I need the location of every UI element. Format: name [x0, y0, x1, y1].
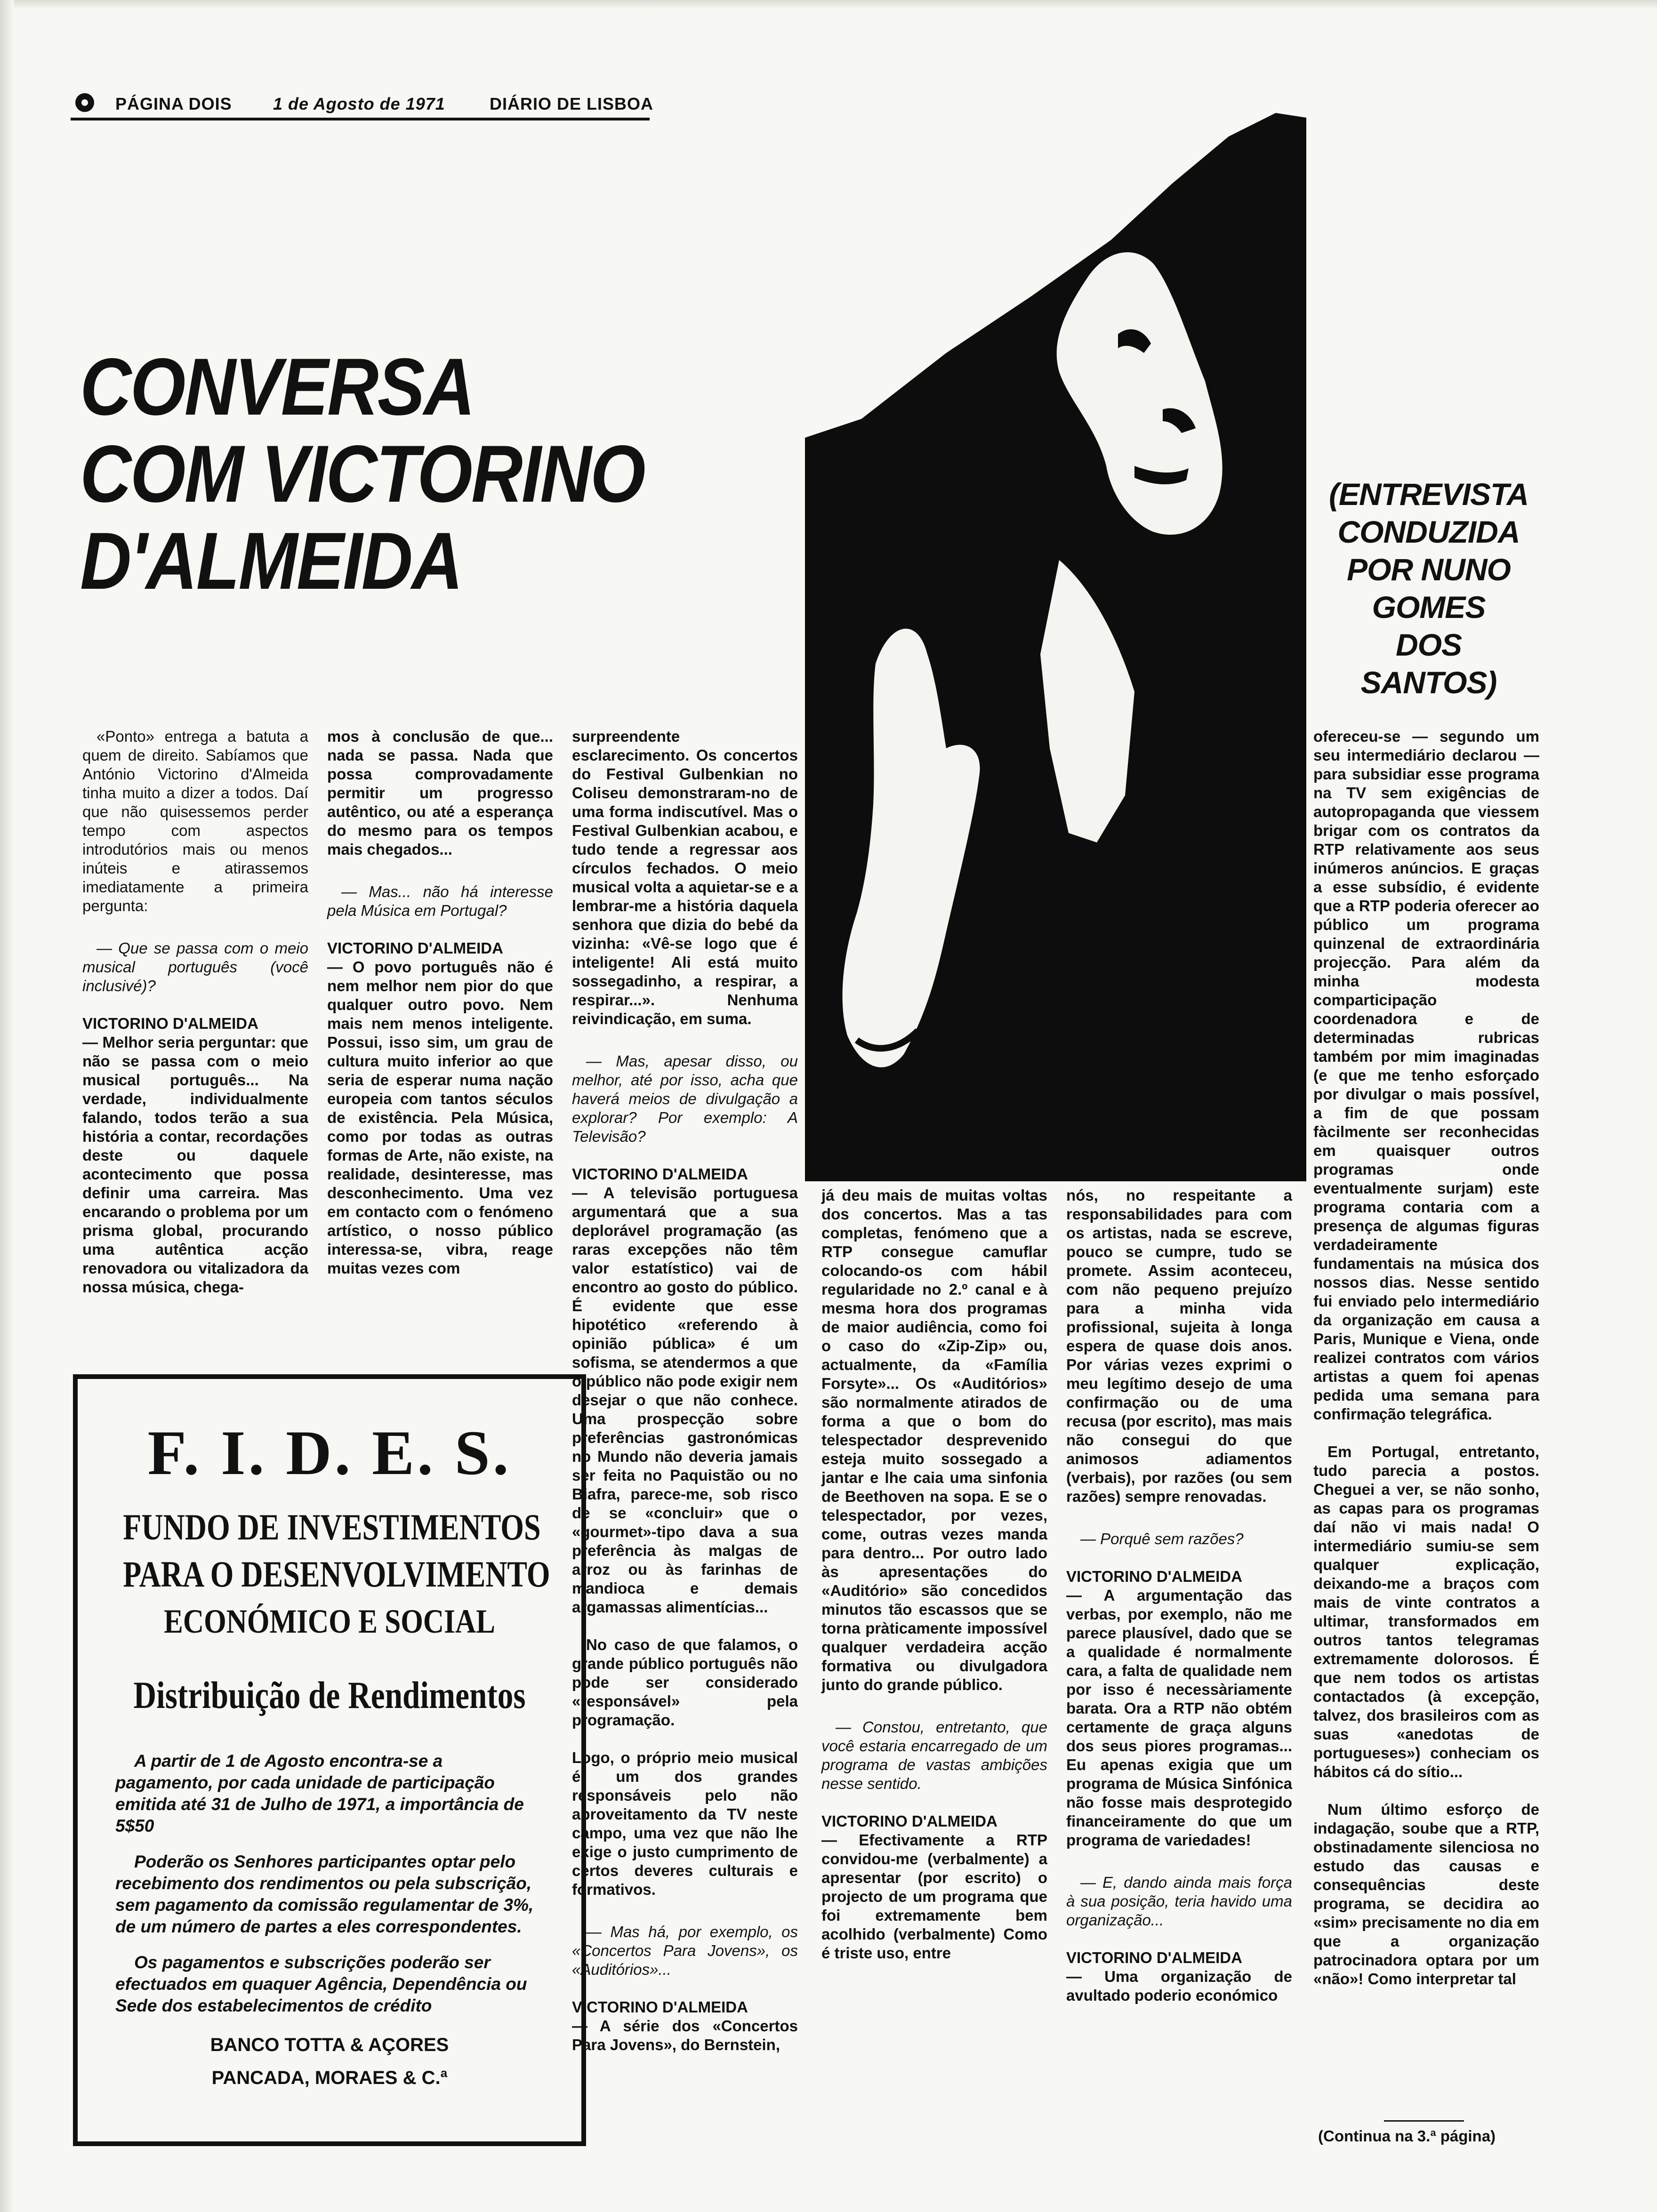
- answer-paragraph: No caso de que falamos, o grande público português não pode ser considerado «responsável» pela programação.: [572, 1636, 798, 1729]
- interview-answer: [821, 1812, 1047, 1963]
- ad-paragraph: Os pagamentos e subscrições poderão ser efectuados em quaquer Agência, Dependência ou Sede dos estabelecimentos de crédito: [115, 1953, 527, 2015]
- ad-subtitle: PARA O DESENVOLVIMENTO: [123, 1554, 550, 1595]
- speaker-name: VICTORINO D'ALMEIDA: [327, 939, 503, 957]
- answer-text: — Melhor seria perguntar: que não se passa com o meio musical português... Na verdade, individualmente falando, todos terão a sua história a contar, recordações deste ou daquele acontecimento que possa definir uma carreira. Mas encarando o problema por um prisma global, procurando uma autêntica acção renovadora ou vitalizadora da nossa música, chega-: [82, 1034, 308, 1296]
- continuation-note: (Continua na 3.ª página): [1318, 2127, 1496, 2145]
- ad-body: [78, 1750, 581, 2017]
- intro-paragraph: «Ponto» entrega a batuta a quem de direito. Sabíamos que António Victorino d'Almeida tinha muito a dizer a todos. Daí que não quisessemos perder tempo com aspectos introdutórios mais ou menos inúteis e atirassemos imediatamente a primeira pergunta:: [82, 728, 308, 914]
- page-edge-top: [0, 0, 1657, 9]
- newspaper-name: DIÁRIO DE LISBOA: [490, 94, 654, 113]
- headline: [80, 344, 668, 605]
- answer-paragraph: Em Portugal, entretanto, tudo parecia a postos. Cheguei a ver, se não sonho, as capas para os programas daí não vi mais nada! O intermediário sumiu-se sem qualquer explicação, deixando-me a braços com mais de vinte contratos a ultimar, transformados em outros tantos telegramas extremamente dolorosos. É que nem todos os artistas contactados (à excepção, talvez, dos brasileiros com as suas «anedotas de portugueses») conheciam os hábitos cá do sítio...: [1313, 1443, 1539, 1780]
- fides-advertisement: [73, 1374, 586, 2146]
- byline-line: (ENTREVISTA: [1328, 477, 1529, 512]
- interview-question: — Mas... não há interesse pela Música em Portugal?: [327, 883, 553, 919]
- ad-subject: Distribuição de Rendimentos: [133, 1674, 526, 1716]
- interview-answer: [82, 1014, 308, 1297]
- byline-line: DOS SANTOS): [1360, 627, 1497, 700]
- issue-date: 1 de Agosto de 1971: [273, 94, 445, 113]
- continued-text: nós, no respeitante a responsabilidades para com os artistas, nada se escreve, pouco se cumpre, tudo se promete. Assim aconteceu, com não pequeno prejuízo para a minha vida profissional, sujeita à longa espera de quase dois anos. Por várias vezes exprimi o meu legítimo desejo de uma confirmação ou de uma recusa (por escrito), mas mais não consegui do que animosos adiamentos (verbais), por razões (ou sem razões) sempre renovadas.: [1066, 1186, 1292, 1505]
- answer-text: — A televisão portuguesa argumentará que a sua deplorável programação (as raras excepções não têm valor estatístico) vai de encontro ao gosto do público. É evidente que esse hipotético «referendo à opinião pública» é um sofisma, se atendermos a que o público não pode exigir nem desejar o que não conhece. Uma prospecção sobre preferências gastronómicas no Mundo não deveria jamais ser feita no Paquistão ou no Biafra, parece-me, sob risco de se «concluir» que o «gourmet»-tipo dava a sua preferência às malgas de arroz ou às farinhas de mandioca e demais argamassas alimentícias...: [572, 1184, 798, 1616]
- interview-question: — Que se passa com o meio musical português (você inclusivé)?: [82, 939, 308, 994]
- continued-text: mos à conclusão de que... nada se passa. Nada que possa comprovadamente permitir um progresso autêntico, ou até a esperança do mesmo para os tempos mais chegados...: [327, 728, 553, 858]
- continued-text: já deu mais de muitas voltas dos concertos. Mas a tas completas, fenómeno que a RTP consegue camuflar colocando-os com hábil regularidade no 2.º canal e à mesma hora dos programas de maior audiência, como foi o caso do «Zip-Zip» ou, actualmente, da «Família Forsyte»... Os «Auditórios» são normalmente atirados de forma a que o bom do telespectador desprevenido esteja muito sossegado a jantar e lhe caia uma sinfonia de Beethoven na sopa. E se o telespectador, por vezes, come, outras vezes manda para dentro... Por outro lado às apresentações do «Auditório» são concedidos minutos tão escassos que se torna pràticamente impossível qualquer verdadeira acção formativa ou divulgadora junto do grande público.: [821, 1186, 1047, 1693]
- article-column-5: [1066, 1186, 1292, 2024]
- continued-text: ofereceu-se — segundo um seu intermediário declarou — para subsidiar esse programa na TV sem exigências de autopropaganda que viessem brigar com os contratos da RTP relativamente aos seus inúmeros anúncios. E graças a esse subsídio, é evidente que a RTP poderia oferecer ao público um programa quinzenal de extraordinária projecção. Para além da minha modesta comparticipação coordenadora e de determinadas rubricas também por mim imaginadas (e que me tenho esforçado por divulgar o mais possível, a fim de que possam fàcilmente ser reconhecidas em quaisquer outros programas onde eventualmente surjam) este programa contaria com a presença de algumas figuras verdadeiramente fundamentais na música dos nossos dias. Nesse sentido fui enviado pelo intermediário da organização em causa a Paris, Munique e Viena, onde realizei contratos com vários artistas a quem foi apenas pedida uma semana para confirmação telegráfica.: [1313, 728, 1539, 1423]
- portrait-photo: [805, 42, 1306, 1181]
- interview-question: — Mas há, por exemplo, os «Concertos Para Jovens», os «Auditórios»...: [572, 1923, 798, 1978]
- continuation-rule: [1384, 2120, 1464, 2122]
- answer-text: — A série dos «Concertos Para Jovens», do Bernstein,: [572, 2017, 798, 2053]
- interview-question: — E, dando ainda mais força à sua posição, teria havido uma organização...: [1066, 1874, 1292, 1929]
- byline-line: CONDUZIDA: [1337, 514, 1520, 549]
- answer-paragraph: Num último esforço de indagação, soube que a RTP, obstinadamente silenciosa no estudo das causas e consequências deste programa, se decidira ao «sim» precisamente no dia em que a organização patrocinadora optara por um «não»! Como interpretar tal: [1313, 1801, 1539, 1988]
- answer-paragraph: Logo, o próprio meio musical é um dos grandes responsáveis pelo não aproveitamento da TV neste campo, uma vez que não lhe exige o justo cumprimento de certos deveres culturais e formativos.: [572, 1749, 798, 1898]
- answer-text: — Efectivamente a RTP convidou-me (verbalmente) a apresentar (por escrito) o projecto de um programa que foi extremamente bem acolhido (verbalmente) Como é triste uso, entre: [821, 1831, 1047, 1962]
- interview-question: — Constou, entretanto, que você estaria encarregado de um programa de vastas ambições nesse sentido.: [821, 1718, 1047, 1792]
- ad-bank: PANCADA, MORAES & C.ª: [211, 2068, 448, 2088]
- answer-text: — Uma organização de avultado poderio económico: [1066, 1968, 1292, 2004]
- byline-line: POR NUNO: [1347, 552, 1511, 587]
- article-column-2: [327, 727, 553, 1297]
- interview-answer: [1066, 1948, 1292, 2005]
- headline-line: COM VICTORINO: [80, 429, 645, 519]
- article-column-1: [82, 727, 308, 1315]
- interview-answer: [572, 1998, 798, 2054]
- ad-paragraph: Poderão os Senhores participantes optar pelo recebimento dos rendimentos ou pela subscrição, sem pagamento da comissão regulamentar de 3%, de um número de partes a eles correspondentes.: [115, 1852, 534, 1936]
- speaker-name: VICTORINO D'ALMEIDA: [821, 1812, 997, 1830]
- speaker-name: VICTORINO D'ALMEIDA: [1066, 1949, 1242, 1966]
- ad-subtitle: FUNDO DE INVESTIMENTOS: [123, 1507, 541, 1547]
- interview-answer: [572, 1165, 798, 1617]
- continued-text: surpreendente esclarecimento. Os concertos do Festival Gulbenkian no Coliseu demonstraram-no de uma forma indiscutível. Mas o Festival Gulbenkian acabou, e tudo tende a regressar aos círculos fechados. O meio musical volta a aquietar-se e a lembrar-me a história daquela senhora que dizia do bebé da vizinha: «Vê-se logo que é inteligente! Ali está muito sossegadinho, a respirar, a respirar...». Nenhuma reivindicação, em suma.: [572, 728, 798, 1027]
- speaker-name: VICTORINO D'ALMEIDA: [1066, 1568, 1242, 1585]
- headline-line: CONVERSA: [80, 342, 474, 432]
- page-edge-left: [0, 0, 14, 2212]
- byline-line: GOMES: [1372, 590, 1486, 625]
- interview-answer: [327, 939, 553, 1278]
- ad-subtitle: ECONÓMICO E SOCIAL: [164, 1603, 495, 1640]
- interview-question: — Porquê sem razões?: [1080, 1530, 1244, 1547]
- headline-line: D'ALMEIDA: [80, 516, 462, 606]
- interview-question: — Mas, apesar disso, ou melhor, até por isso, acha que haverá meios de divulgação a explorar? Por exemplo: A Televisão?: [572, 1052, 798, 1145]
- article-column-3: [572, 727, 798, 2073]
- byline: [1327, 475, 1530, 701]
- speaker-name: VICTORINO D'ALMEIDA: [572, 1165, 748, 1183]
- ad-paragraph: A partir de 1 de Agosto encontra-se a pagamento, por cada unidade de participação emitida até 31 de Julho de 1971, a importância de 5$50: [115, 1751, 524, 1835]
- ad-title: F. I. D. E. S.: [147, 1418, 512, 1488]
- page-label: PÁGINA DOIS: [115, 94, 232, 113]
- interview-answer: [1066, 1567, 1292, 1850]
- answer-text: — A argumentação das verbas, por exemplo, não me parece plausível, dado que se a qualidade é normalmente cara, a falta de qualidade nem por isso é necessàriamente barata. Ora a RTP não obtém certamente de graça alguns dos seus piores programas... Eu apenas exigia que um programa de Música Sinfónica não fosse mais desprotegido financeiramente do que um programa de variedades!: [1066, 1587, 1292, 1849]
- speaker-name: VICTORINO D'ALMEIDA: [82, 1015, 258, 1032]
- ad-bank: BANCO TOTTA & AÇORES: [210, 2035, 449, 2055]
- article-column-6: [1313, 727, 1539, 2007]
- masthead-bullet-icon: [75, 93, 94, 112]
- article-column-4: [821, 1186, 1047, 1981]
- answer-text: — O povo português não é nem melhor nem pior do que qualquer outro povo. Nem mais nem menos inteligente. Possui, isso sim, um grau de cultura muito inferior ao que seria de esperar numa nação europeia com tantos séculos de existência. Pela Música, como por todas as outras formas de Arte, não existe, na realidade, desinteresse, mas desconhecimento. Uma vez em contacto com o fenómeno artístico, o nosso público interessa-se, vibra, reage muitas vezes com: [327, 958, 553, 1277]
- speaker-name: VICTORINO D'ALMEIDA: [572, 1998, 748, 2016]
